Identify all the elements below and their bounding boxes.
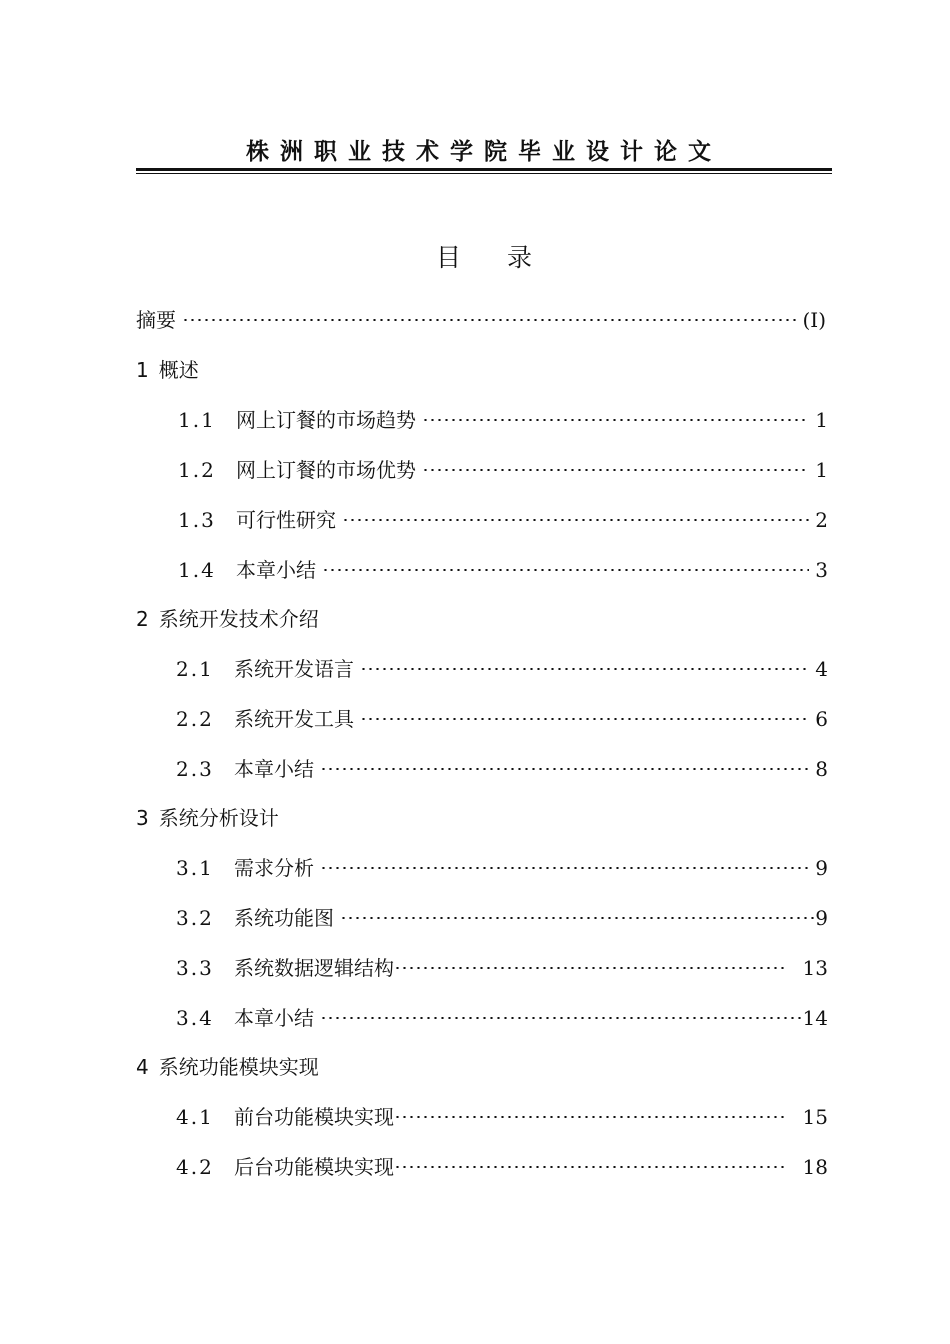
toc-section-page: 8 (815, 757, 828, 781)
toc-section-page: 1 (815, 458, 828, 482)
dot-leader (394, 967, 787, 969)
toc-section-number: 1.1 (178, 408, 216, 432)
toc-section-4-2[interactable] (176, 1152, 828, 1182)
toc-section-1-3[interactable] (178, 505, 828, 535)
toc-chapter-title: 系统分析设计 (158, 806, 279, 830)
toc-section-page: 14 (802, 1006, 828, 1030)
toc-entry-label: 摘要 (136, 308, 176, 332)
toc-entry-abstract[interactable] (136, 305, 826, 335)
toc-section-number: 4.2 (176, 1155, 214, 1179)
toc-section-number: 3.2 (176, 906, 214, 930)
toc-section-title: 可行性研究 (236, 508, 336, 532)
toc-chapter-number: 3 (136, 806, 149, 830)
toc-section-title: 本章小结 (234, 1006, 314, 1030)
toc-chapter-number: 1 (136, 358, 149, 382)
header-rule-thin (136, 173, 832, 174)
toc-chapter-number: 4 (136, 1055, 149, 1079)
toc-section-title: 前台功能模块实现 (234, 1105, 394, 1129)
toc-section-number: 1.3 (178, 508, 216, 532)
toc-chapter-1[interactable] (136, 355, 199, 385)
toc-chapter-4[interactable] (136, 1052, 319, 1082)
toc-section-number: 4.1 (176, 1105, 214, 1129)
toc-chapter-3[interactable] (136, 803, 279, 833)
toc-section-number: 2.1 (176, 657, 214, 681)
toc-section-2-3[interactable] (176, 754, 828, 784)
toc-section-page: 1 (815, 408, 828, 432)
toc-chapter-2[interactable] (136, 604, 319, 634)
toc-section-2-2[interactable] (176, 704, 828, 734)
toc-entry-page: (I) (802, 308, 826, 332)
toc-chapter-title: 概述 (158, 358, 199, 382)
toc-title-part2: 录 (507, 243, 533, 272)
toc-section-page: 2 (815, 508, 828, 532)
dot-leader (360, 668, 809, 670)
toc-section-title: 系统数据逻辑结构 (234, 956, 394, 980)
dot-leader (394, 1116, 787, 1118)
toc-section-title: 需求分析 (234, 856, 314, 880)
dot-leader (394, 1166, 787, 1168)
dot-leader (182, 319, 796, 321)
toc-section-number: 1.4 (178, 558, 216, 582)
toc-section-number: 1.2 (178, 458, 216, 482)
toc-section-3-2[interactable] (176, 903, 828, 933)
toc-title (136, 240, 832, 276)
toc-section-2-1[interactable] (176, 654, 828, 684)
dot-leader (360, 718, 809, 720)
toc-section-number: 3.3 (176, 956, 214, 980)
toc-chapter-title: 系统功能模块实现 (158, 1055, 319, 1079)
toc-section-page: 9 (815, 856, 828, 880)
toc-section-number: 3.1 (176, 856, 214, 880)
dot-leader (342, 519, 809, 521)
dot-leader (422, 419, 809, 421)
dot-leader (422, 469, 809, 471)
toc-section-title: 本章小结 (234, 757, 314, 781)
toc-section-page: 15 (802, 1105, 828, 1129)
toc-section-number: 3.4 (176, 1006, 214, 1030)
page-header-title: 株洲职业技术学院毕业设计论文 (246, 138, 722, 165)
toc-section-3-3[interactable] (176, 953, 828, 983)
dot-leader (320, 867, 809, 869)
toc-section-1-1[interactable] (178, 405, 828, 435)
toc-section-4-1[interactable] (176, 1102, 828, 1132)
dot-leader (322, 569, 809, 571)
toc-section-3-4[interactable] (176, 1003, 828, 1033)
dot-leader (320, 768, 809, 770)
header-rule-thick (136, 168, 832, 171)
toc-section-page: 3 (815, 558, 828, 582)
toc-section-number: 2.3 (176, 757, 214, 781)
toc-section-title: 网上订餐的市场优势 (236, 458, 416, 482)
toc-section-page: 4 (815, 657, 828, 681)
toc-section-title: 网上订餐的市场趋势 (236, 408, 416, 432)
toc-section-3-1[interactable] (176, 853, 828, 883)
toc-section-title: 系统开发语言 (234, 657, 354, 681)
toc-section-1-2[interactable] (178, 455, 828, 485)
toc-section-page: 13 (802, 956, 828, 980)
toc-section-page: 18 (802, 1155, 828, 1179)
dot-leader (320, 1017, 801, 1019)
dot-leader (340, 917, 815, 919)
toc-section-title: 系统功能图 (234, 906, 334, 930)
toc-title-part1: 目 (435, 243, 461, 272)
toc-chapter-title: 系统开发技术介绍 (158, 607, 319, 631)
toc-section-1-4[interactable] (178, 555, 828, 585)
toc-section-number: 2.2 (176, 707, 214, 731)
toc-section-title: 后台功能模块实现 (234, 1155, 394, 1179)
toc-section-page: 9 (815, 906, 828, 930)
toc-section-page: 6 (815, 707, 828, 731)
toc-section-title: 本章小结 (236, 558, 316, 582)
toc-section-title: 系统开发工具 (234, 707, 354, 731)
toc-chapter-number: 2 (136, 607, 149, 631)
